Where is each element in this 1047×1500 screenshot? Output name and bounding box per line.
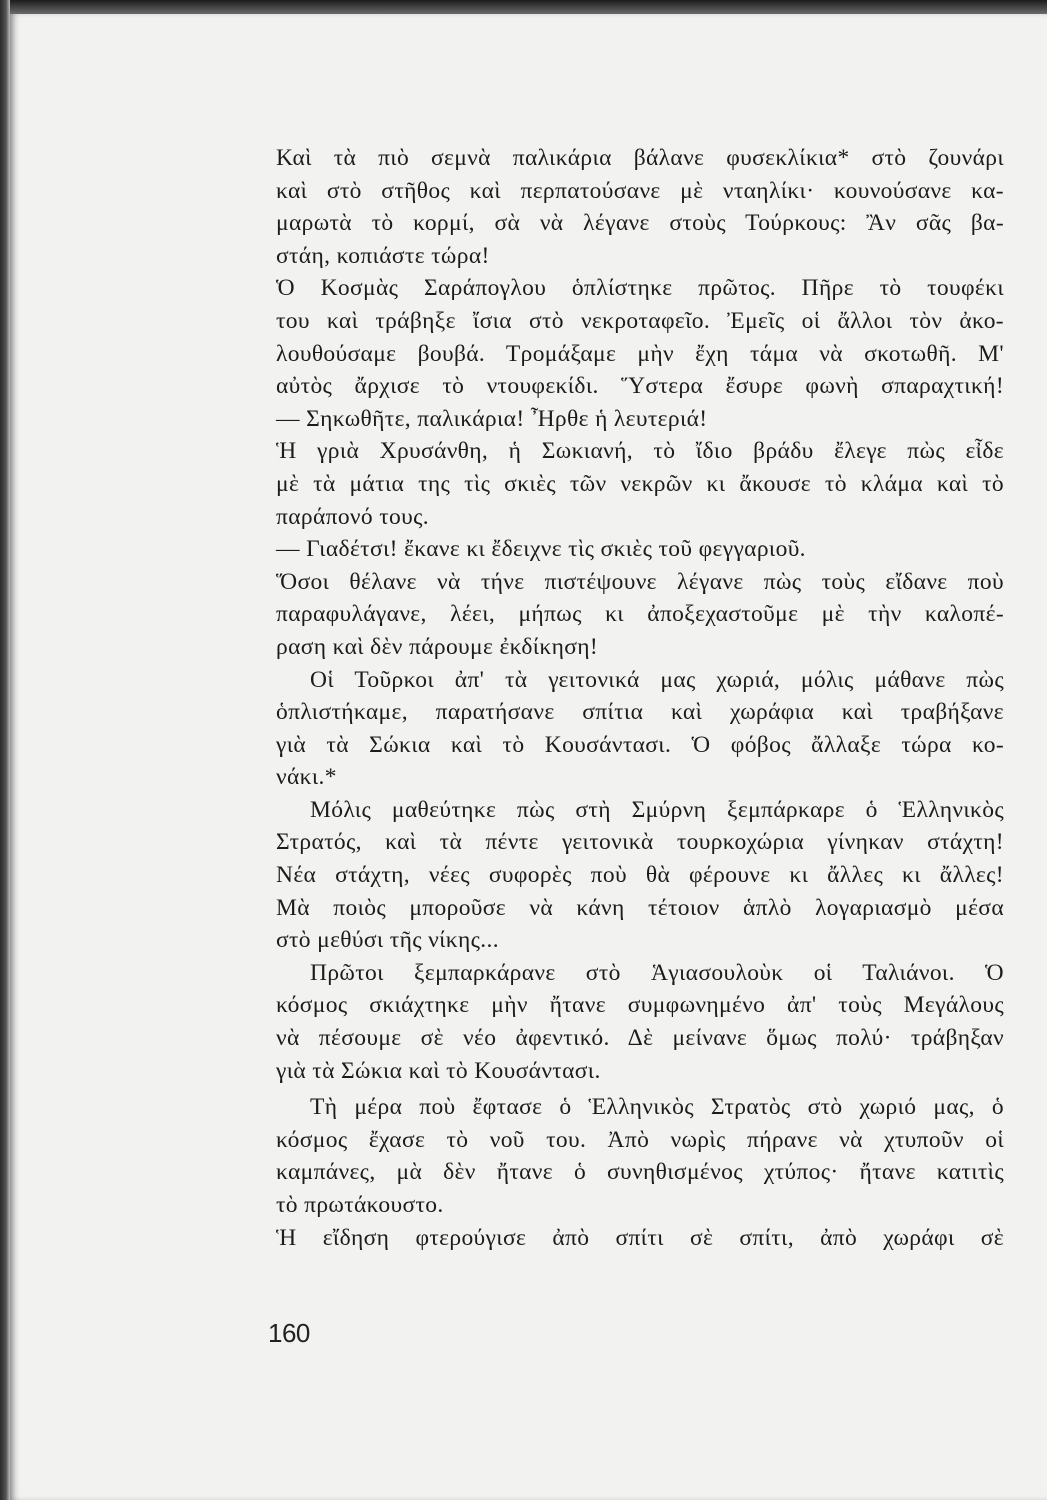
text-line: Οἱ Τοῦρκοι ἀπ' τὰ γειτονικά μας χωριά, μόλις μάθανε πὼς: [310, 666, 1004, 693]
text-line: λουθούσαμε βουβά. Τρομάξαμε μὴν ἔχη τάμα νὰ σκοτωθῆ. Μ': [276, 340, 1004, 367]
text-line: αὐτὸς ἄρχισε τὸ ντουφεκίδι. Ὕστερα ἔσυρε φωνὴ σπαραχτική!: [276, 373, 1004, 400]
text-line: Μόλις μαθεύτηκε πὼς στὴ Σμύρνη ξεμπάρκαρε ὁ Ἑλληνικὸς: [310, 796, 1004, 823]
text-line: καμπάνες, μὰ δὲν ἤτανε ὁ συνηθισμένος χτύπος· ἤτανε κατιτὶς: [276, 1159, 1004, 1186]
page-number: 160: [268, 1318, 310, 1348]
text-line: μαρωτὰ τὸ κορμί, σὰ νὰ λέγανε στοὺς Τούρκους: Ἂν σᾶς βα-: [276, 210, 1004, 237]
text-line: Νέα στάχτη, νέες συφορὲς ποὺ θὰ φέρουνε κι ἄλλες κι ἄλλες!: [276, 862, 1004, 889]
text-line: Ἡ γριὰ Χρυσάνθη, ἡ Σωκιανή, τὸ ἴδιο βράδυ ἔλεγε πὼς εἶδε: [276, 438, 1004, 465]
text-line: Ἡ εἴδηση φτερούγισε ἀπὸ σπίτι σὲ σπίτι, ἀπὸ χωράφι σὲ: [276, 1224, 1004, 1251]
text-line: ραση καὶ δὲν πάρουμε ἐκδίκηση!: [276, 633, 599, 660]
text-line: Ὅσοι θέλανε νὰ τήνε πιστέψουνε λέγανε πὼς τοὺς εἴδανε ποὺ: [276, 568, 1004, 595]
text-line: παράπονό τους.: [276, 503, 429, 530]
text-line: ὁπλιστήκαμε, παρατήσανε σπίτια καὶ χωράφια καὶ τραβήξανε: [276, 699, 1004, 726]
text-line: — Σηκωθῆτε, παλικάρια! Ἦρθε ἡ λευτεριά!: [276, 405, 708, 432]
text-line: κόσμος ἔχασε τὸ νοῦ του. Ἀπὸ νωρὶς πήρανε νὰ χτυποῦν οἱ: [276, 1126, 1004, 1153]
text-line: κόσμος σκιάχτηκε μὴν ἤτανε συμφωνημένο ἀπ' τοὺς Μεγάλους: [276, 992, 1004, 1019]
text-line: Τὴ μέρα ποὺ ἔφτασε ὁ Ἑλληνικὸς Στρατὸς στὸ χωριό μας, ὁ: [310, 1094, 1004, 1121]
text-line: Πρῶτοι ξεμπαρκάρανε στὸ Ἁγιασουλοὺκ οἱ Ταλιάνοι. Ὁ: [310, 959, 1004, 986]
text-line: νάκι.*: [276, 764, 337, 791]
text-line: Μὰ ποιὸς μποροῦσε νὰ κάνη τέτοιον ἁπλὸ λογαριασμὸ μέσα: [276, 894, 1004, 921]
scan-left-border: [0, 0, 10, 1500]
body-text: [276, 142, 1004, 1254]
text-line: μὲ τὰ μάτια της τὶς σκιὲς τῶν νεκρῶν κι ἄκουσε τὸ κλάμα καὶ τὸ: [276, 470, 1004, 497]
text-line: παραφυλάγανε, λέει, μήπως κι ἀποξεχαστοῦμε μὲ τὴν καλοπέ-: [276, 601, 1004, 628]
text-line: στὸ μεθύσι τῆς νίκης...: [276, 927, 499, 954]
text-line: Ὁ Κοσμὰς Σαράπογλου ὁπλίστηκε πρῶτος. Πῆρε τὸ τουφέκι: [276, 275, 1004, 302]
scan-top-border: [0, 0, 1047, 14]
text-line: του καὶ τράβηξε ἴσια στὸ νεκροταφεῖο. Ἐμεῖς οἱ ἄλλοι τὸν ἀκο-: [276, 307, 1004, 334]
text-line: καὶ στὸ στῆθος καὶ περπατούσανε μὲ νταηλίκι· κουνούσανε κα-: [276, 177, 1004, 204]
text-line: τὸ πρωτάκουστο.: [276, 1192, 444, 1218]
text-line: Καὶ τὰ πιὸ σεμνὰ παλικάρια βάλανε φυσεκλίκια* στὸ ζουνάρι: [276, 145, 1004, 171]
text-line: Στρατός, καὶ τὰ πέντε γειτονικὰ τουρκοχώρια γίνηκαν στάχτη!: [276, 829, 1004, 856]
text-line: στάη, κοπιάστε τώρα!: [276, 242, 490, 269]
text-line: γιὰ τὰ Σώκια καὶ τὸ Κουσάντασι.: [276, 1057, 601, 1084]
text-line: γιὰ τὰ Σώκια καὶ τὸ Κουσάντασι. Ὁ φόβος ἄλλαξε τώρα κο-: [276, 731, 1004, 758]
text-line: — Γιαδέτσι! ἔκανε κι ἔδειχνε τὶς σκιὲς τοῦ φεγγαριοῦ.: [276, 536, 806, 563]
text-line: νὰ πέσουμε σὲ νέο ἀφεντικό. Δὲ μείνανε ὅμως πολύ· τράβηξαν: [276, 1025, 1004, 1052]
